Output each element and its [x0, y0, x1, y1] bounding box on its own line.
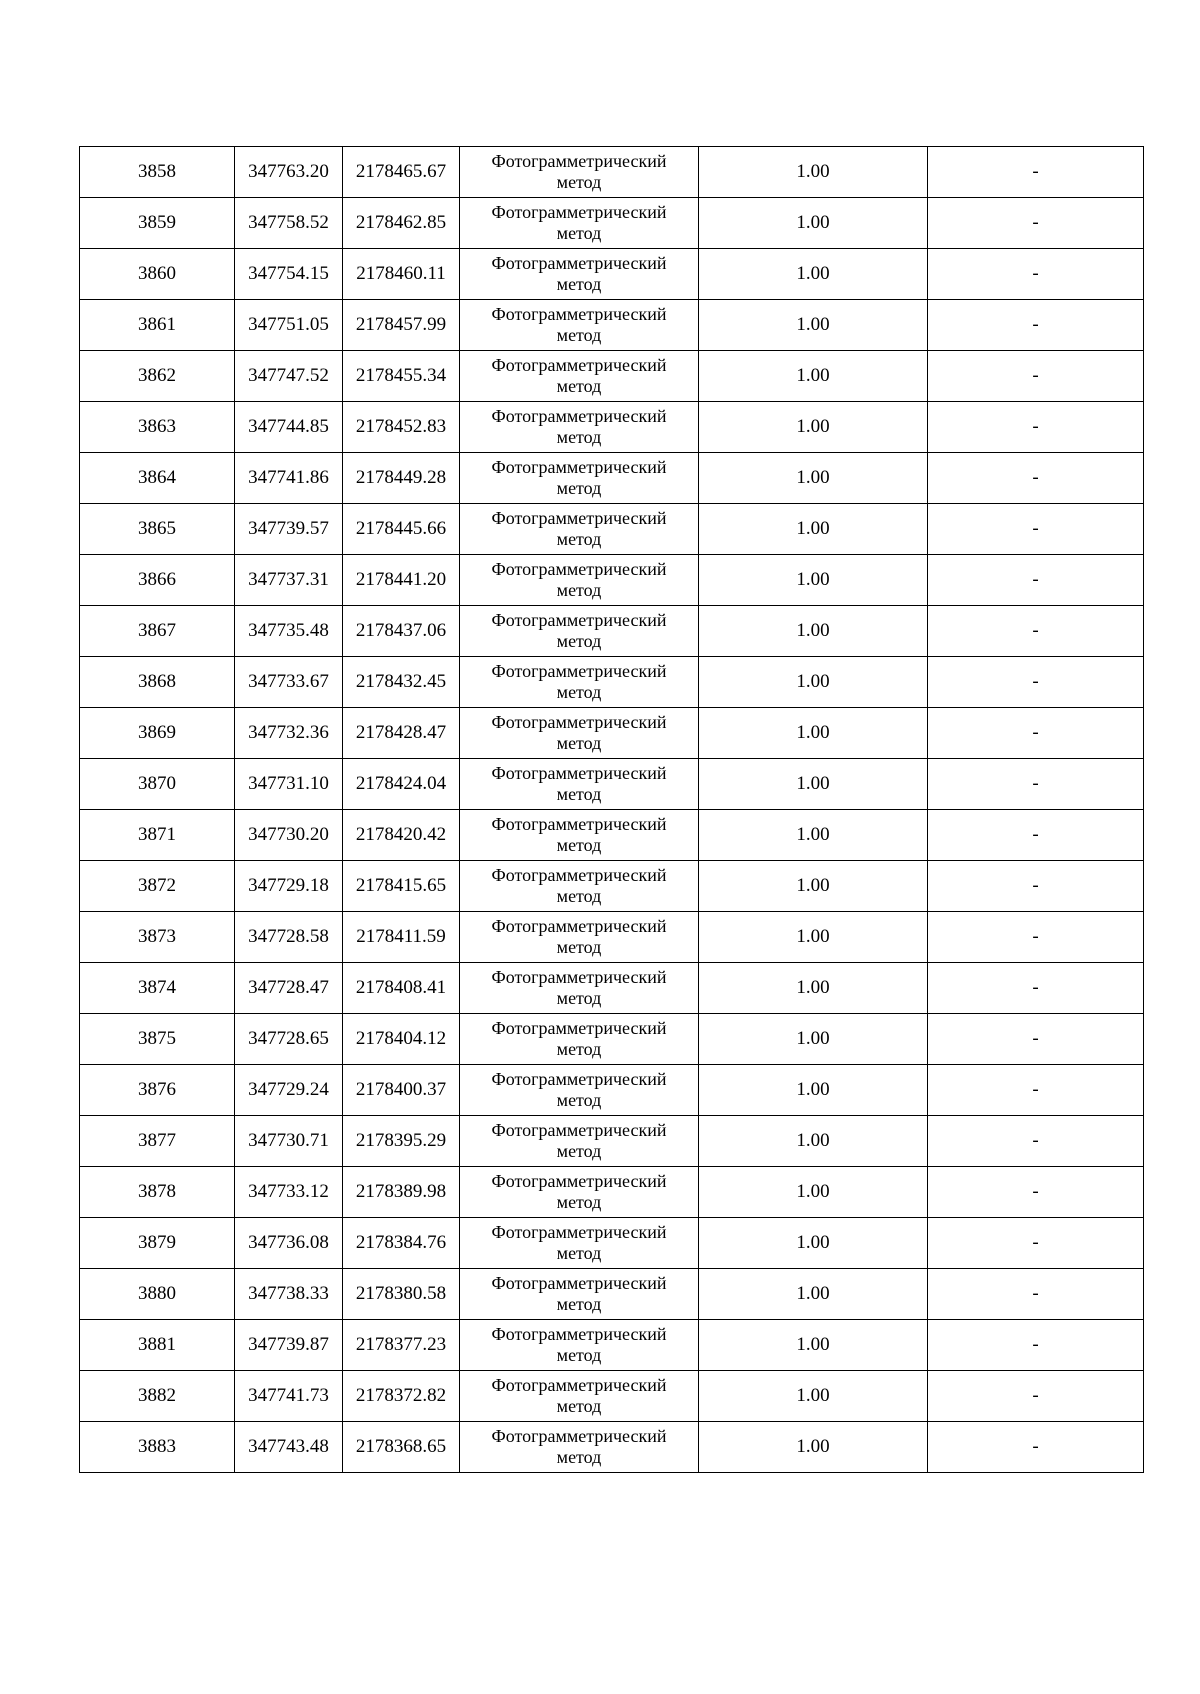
- table-row: [80, 657, 1144, 708]
- table-row: [80, 249, 1144, 300]
- accuracy-cell: 1.00: [699, 708, 928, 759]
- method-line-2: метод: [556, 784, 602, 804]
- point-number-cell: 3878: [80, 1167, 235, 1218]
- x-coordinate-cell: 347730.71: [235, 1116, 343, 1167]
- y-coordinate-cell: 2178408.41: [343, 963, 460, 1014]
- method-cell: [460, 1371, 699, 1422]
- y-coordinate-cell: 2178441.20: [343, 555, 460, 606]
- note-cell: -: [928, 402, 1144, 453]
- point-number-cell: 3867: [80, 606, 235, 657]
- accuracy-cell: 1.00: [699, 1422, 928, 1473]
- table-row: [80, 1320, 1144, 1371]
- method-line-2: метод: [556, 988, 602, 1008]
- table-row: [80, 402, 1144, 453]
- table-row: [80, 555, 1144, 606]
- method-cell: [460, 198, 699, 249]
- note-cell: -: [928, 657, 1144, 708]
- method-cell: [460, 1014, 699, 1065]
- note-cell: -: [928, 249, 1144, 300]
- method-cell: [460, 1320, 699, 1371]
- point-number-cell: 3874: [80, 963, 235, 1014]
- y-coordinate-cell: 2178411.59: [343, 912, 460, 963]
- note-cell: -: [928, 1218, 1144, 1269]
- method-line-1: Фотограмметрический: [491, 814, 667, 834]
- y-coordinate-cell: 2178415.65: [343, 861, 460, 912]
- accuracy-cell: 1.00: [699, 963, 928, 1014]
- method-line-2: метод: [556, 682, 602, 702]
- method-line-1: Фотограмметрический: [491, 1324, 667, 1344]
- note-cell: -: [928, 147, 1144, 198]
- note-cell: -: [928, 1065, 1144, 1116]
- x-coordinate-cell: 347744.85: [235, 402, 343, 453]
- method-line-1: Фотограмметрический: [491, 865, 667, 885]
- table-row: [80, 708, 1144, 759]
- method-line-1: Фотограмметрический: [491, 1426, 667, 1446]
- note-cell: -: [928, 351, 1144, 402]
- note-cell: -: [928, 1116, 1144, 1167]
- point-number-cell: 3883: [80, 1422, 235, 1473]
- y-coordinate-cell: 2178377.23: [343, 1320, 460, 1371]
- note-cell: -: [928, 1269, 1144, 1320]
- x-coordinate-cell: 347758.52: [235, 198, 343, 249]
- accuracy-cell: 1.00: [699, 1269, 928, 1320]
- point-number-cell: 3880: [80, 1269, 235, 1320]
- accuracy-cell: 1.00: [699, 810, 928, 861]
- table-row: [80, 606, 1144, 657]
- x-coordinate-cell: 347739.57: [235, 504, 343, 555]
- note-cell: -: [928, 963, 1144, 1014]
- accuracy-cell: 1.00: [699, 504, 928, 555]
- table-row: [80, 198, 1144, 249]
- x-coordinate-cell: 347735.48: [235, 606, 343, 657]
- method-cell: [460, 504, 699, 555]
- y-coordinate-cell: 2178404.12: [343, 1014, 460, 1065]
- note-cell: -: [928, 1371, 1144, 1422]
- method-line-1: Фотограмметрический: [491, 610, 667, 630]
- x-coordinate-cell: 347729.18: [235, 861, 343, 912]
- x-coordinate-cell: 347733.12: [235, 1167, 343, 1218]
- method-line-2: метод: [556, 1396, 602, 1416]
- point-number-cell: 3875: [80, 1014, 235, 1065]
- method-line-1: Фотограмметрический: [491, 253, 667, 273]
- y-coordinate-cell: 2178368.65: [343, 1422, 460, 1473]
- y-coordinate-cell: 2178389.98: [343, 1167, 460, 1218]
- y-coordinate-cell: 2178457.99: [343, 300, 460, 351]
- accuracy-cell: 1.00: [699, 861, 928, 912]
- note-cell: -: [928, 1167, 1144, 1218]
- y-coordinate-cell: 2178372.82: [343, 1371, 460, 1422]
- method-cell: [460, 861, 699, 912]
- y-coordinate-cell: 2178395.29: [343, 1116, 460, 1167]
- method-line-1: Фотограмметрический: [491, 151, 667, 171]
- x-coordinate-cell: 347728.47: [235, 963, 343, 1014]
- point-number-cell: 3876: [80, 1065, 235, 1116]
- point-number-cell: 3868: [80, 657, 235, 708]
- x-coordinate-cell: 347729.24: [235, 1065, 343, 1116]
- note-cell: -: [928, 453, 1144, 504]
- table-row: [80, 351, 1144, 402]
- x-coordinate-cell: 347728.65: [235, 1014, 343, 1065]
- note-cell: -: [928, 555, 1144, 606]
- method-cell: [460, 1422, 699, 1473]
- method-line-1: Фотограмметрический: [491, 763, 667, 783]
- y-coordinate-cell: 2178384.76: [343, 1218, 460, 1269]
- note-cell: -: [928, 1320, 1144, 1371]
- method-line-1: Фотограмметрический: [491, 304, 667, 324]
- point-number-cell: 3881: [80, 1320, 235, 1371]
- y-coordinate-cell: 2178424.04: [343, 759, 460, 810]
- table-row: [80, 810, 1144, 861]
- method-line-1: Фотограмметрический: [491, 1375, 667, 1395]
- point-number-cell: 3859: [80, 198, 235, 249]
- method-line-2: метод: [556, 1141, 602, 1161]
- method-cell: [460, 657, 699, 708]
- x-coordinate-cell: 347739.87: [235, 1320, 343, 1371]
- method-line-1: Фотограмметрический: [491, 457, 667, 477]
- point-number-cell: 3873: [80, 912, 235, 963]
- table-row: [80, 1218, 1144, 1269]
- x-coordinate-cell: 347730.20: [235, 810, 343, 861]
- method-line-2: метод: [556, 1090, 602, 1110]
- method-cell: [460, 555, 699, 606]
- y-coordinate-cell: 2178452.83: [343, 402, 460, 453]
- accuracy-cell: 1.00: [699, 300, 928, 351]
- method-line-2: метод: [556, 172, 602, 192]
- table-row: [80, 147, 1144, 198]
- method-cell: [460, 351, 699, 402]
- method-line-2: метод: [556, 376, 602, 396]
- method-line-2: метод: [556, 580, 602, 600]
- x-coordinate-cell: 347738.33: [235, 1269, 343, 1320]
- point-number-cell: 3866: [80, 555, 235, 606]
- method-line-2: метод: [556, 478, 602, 498]
- method-cell: [460, 708, 699, 759]
- method-line-1: Фотограмметрический: [491, 1018, 667, 1038]
- method-line-1: Фотограмметрический: [491, 967, 667, 987]
- method-cell: [460, 912, 699, 963]
- method-line-1: Фотограмметрический: [491, 661, 667, 681]
- x-coordinate-cell: 347763.20: [235, 147, 343, 198]
- point-number-cell: 3882: [80, 1371, 235, 1422]
- method-line-2: метод: [556, 1243, 602, 1263]
- point-number-cell: 3879: [80, 1218, 235, 1269]
- method-cell: [460, 300, 699, 351]
- method-line-1: Фотограмметрический: [491, 916, 667, 936]
- method-cell: [460, 1218, 699, 1269]
- x-coordinate-cell: 347754.15: [235, 249, 343, 300]
- point-number-cell: 3870: [80, 759, 235, 810]
- method-cell: [460, 453, 699, 504]
- method-line-2: метод: [556, 1039, 602, 1059]
- method-line-2: метод: [556, 1294, 602, 1314]
- table-row: [80, 1371, 1144, 1422]
- accuracy-cell: 1.00: [699, 1167, 928, 1218]
- point-number-cell: 3862: [80, 351, 235, 402]
- method-line-1: Фотограмметрический: [491, 712, 667, 732]
- accuracy-cell: 1.00: [699, 912, 928, 963]
- note-cell: -: [928, 300, 1144, 351]
- accuracy-cell: 1.00: [699, 1065, 928, 1116]
- x-coordinate-cell: 347733.67: [235, 657, 343, 708]
- method-line-2: метод: [556, 733, 602, 753]
- method-line-2: метод: [556, 886, 602, 906]
- x-coordinate-cell: 347747.52: [235, 351, 343, 402]
- method-line-1: Фотограмметрический: [491, 202, 667, 222]
- method-cell: [460, 1269, 699, 1320]
- table-row: [80, 1065, 1144, 1116]
- note-cell: -: [928, 504, 1144, 555]
- y-coordinate-cell: 2178380.58: [343, 1269, 460, 1320]
- method-line-1: Фотограмметрический: [491, 1171, 667, 1191]
- point-number-cell: 3860: [80, 249, 235, 300]
- method-cell: [460, 147, 699, 198]
- y-coordinate-cell: 2178462.85: [343, 198, 460, 249]
- note-cell: -: [928, 708, 1144, 759]
- note-cell: -: [928, 912, 1144, 963]
- point-number-cell: 3864: [80, 453, 235, 504]
- x-coordinate-cell: 347737.31: [235, 555, 343, 606]
- method-line-2: метод: [556, 274, 602, 294]
- point-number-cell: 3877: [80, 1116, 235, 1167]
- point-number-cell: 3858: [80, 147, 235, 198]
- point-number-cell: 3872: [80, 861, 235, 912]
- table-row: [80, 1167, 1144, 1218]
- method-line-2: метод: [556, 325, 602, 345]
- x-coordinate-cell: 347731.10: [235, 759, 343, 810]
- method-line-2: метод: [556, 529, 602, 549]
- table-row: [80, 453, 1144, 504]
- accuracy-cell: 1.00: [699, 1116, 928, 1167]
- accuracy-cell: 1.00: [699, 147, 928, 198]
- accuracy-cell: 1.00: [699, 249, 928, 300]
- accuracy-cell: 1.00: [699, 1371, 928, 1422]
- method-line-1: Фотограмметрический: [491, 1222, 667, 1242]
- accuracy-cell: 1.00: [699, 402, 928, 453]
- method-line-2: метод: [556, 835, 602, 855]
- note-cell: -: [928, 861, 1144, 912]
- accuracy-cell: 1.00: [699, 1320, 928, 1371]
- point-number-cell: 3871: [80, 810, 235, 861]
- point-number-cell: 3869: [80, 708, 235, 759]
- method-line-2: метод: [556, 631, 602, 651]
- coordinates-table: [79, 146, 1144, 1473]
- accuracy-cell: 1.00: [699, 1014, 928, 1065]
- method-cell: [460, 963, 699, 1014]
- y-coordinate-cell: 2178437.06: [343, 606, 460, 657]
- x-coordinate-cell: 347743.48: [235, 1422, 343, 1473]
- method-line-1: Фотограмметрический: [491, 1069, 667, 1089]
- point-number-cell: 3863: [80, 402, 235, 453]
- accuracy-cell: 1.00: [699, 351, 928, 402]
- method-cell: [460, 759, 699, 810]
- accuracy-cell: 1.00: [699, 1218, 928, 1269]
- accuracy-cell: 1.00: [699, 198, 928, 249]
- table-body: [80, 147, 1144, 1473]
- x-coordinate-cell: 347751.05: [235, 300, 343, 351]
- note-cell: -: [928, 1422, 1144, 1473]
- accuracy-cell: 1.00: [699, 759, 928, 810]
- method-cell: [460, 249, 699, 300]
- accuracy-cell: 1.00: [699, 555, 928, 606]
- method-cell: [460, 1167, 699, 1218]
- x-coordinate-cell: 347728.58: [235, 912, 343, 963]
- x-coordinate-cell: 347741.73: [235, 1371, 343, 1422]
- method-line-1: Фотограмметрический: [491, 355, 667, 375]
- x-coordinate-cell: 347732.36: [235, 708, 343, 759]
- accuracy-cell: 1.00: [699, 453, 928, 504]
- method-line-1: Фотограмметрический: [491, 406, 667, 426]
- y-coordinate-cell: 2178465.67: [343, 147, 460, 198]
- method-line-2: метод: [556, 427, 602, 447]
- point-number-cell: 3861: [80, 300, 235, 351]
- table-row: [80, 912, 1144, 963]
- method-line-2: метод: [556, 937, 602, 957]
- y-coordinate-cell: 2178420.42: [343, 810, 460, 861]
- table-row: [80, 759, 1144, 810]
- table-row: [80, 963, 1144, 1014]
- method-line-2: метод: [556, 1447, 602, 1467]
- note-cell: -: [928, 759, 1144, 810]
- note-cell: -: [928, 198, 1144, 249]
- method-line-1: Фотограмметрический: [491, 559, 667, 579]
- table-row: [80, 300, 1144, 351]
- y-coordinate-cell: 2178445.66: [343, 504, 460, 555]
- y-coordinate-cell: 2178428.47: [343, 708, 460, 759]
- point-number-cell: 3865: [80, 504, 235, 555]
- x-coordinate-cell: 347741.86: [235, 453, 343, 504]
- note-cell: -: [928, 810, 1144, 861]
- note-cell: -: [928, 1014, 1144, 1065]
- y-coordinate-cell: 2178400.37: [343, 1065, 460, 1116]
- accuracy-cell: 1.00: [699, 657, 928, 708]
- table-row: [80, 1116, 1144, 1167]
- note-cell: -: [928, 606, 1144, 657]
- y-coordinate-cell: 2178460.11: [343, 249, 460, 300]
- table-row: [80, 504, 1144, 555]
- method-cell: [460, 606, 699, 657]
- table-row: [80, 1422, 1144, 1473]
- y-coordinate-cell: 2178449.28: [343, 453, 460, 504]
- method-line-1: Фотограмметрический: [491, 508, 667, 528]
- table-row: [80, 861, 1144, 912]
- method-line-2: метод: [556, 223, 602, 243]
- y-coordinate-cell: 2178455.34: [343, 351, 460, 402]
- method-line-2: метод: [556, 1192, 602, 1212]
- table-row: [80, 1269, 1144, 1320]
- method-cell: [460, 402, 699, 453]
- method-cell: [460, 1065, 699, 1116]
- method-cell: [460, 1116, 699, 1167]
- method-cell: [460, 810, 699, 861]
- method-line-1: Фотограмметрический: [491, 1273, 667, 1293]
- method-line-1: Фотограмметрический: [491, 1120, 667, 1140]
- y-coordinate-cell: 2178432.45: [343, 657, 460, 708]
- accuracy-cell: 1.00: [699, 606, 928, 657]
- x-coordinate-cell: 347736.08: [235, 1218, 343, 1269]
- table-row: [80, 1014, 1144, 1065]
- method-line-2: метод: [556, 1345, 602, 1365]
